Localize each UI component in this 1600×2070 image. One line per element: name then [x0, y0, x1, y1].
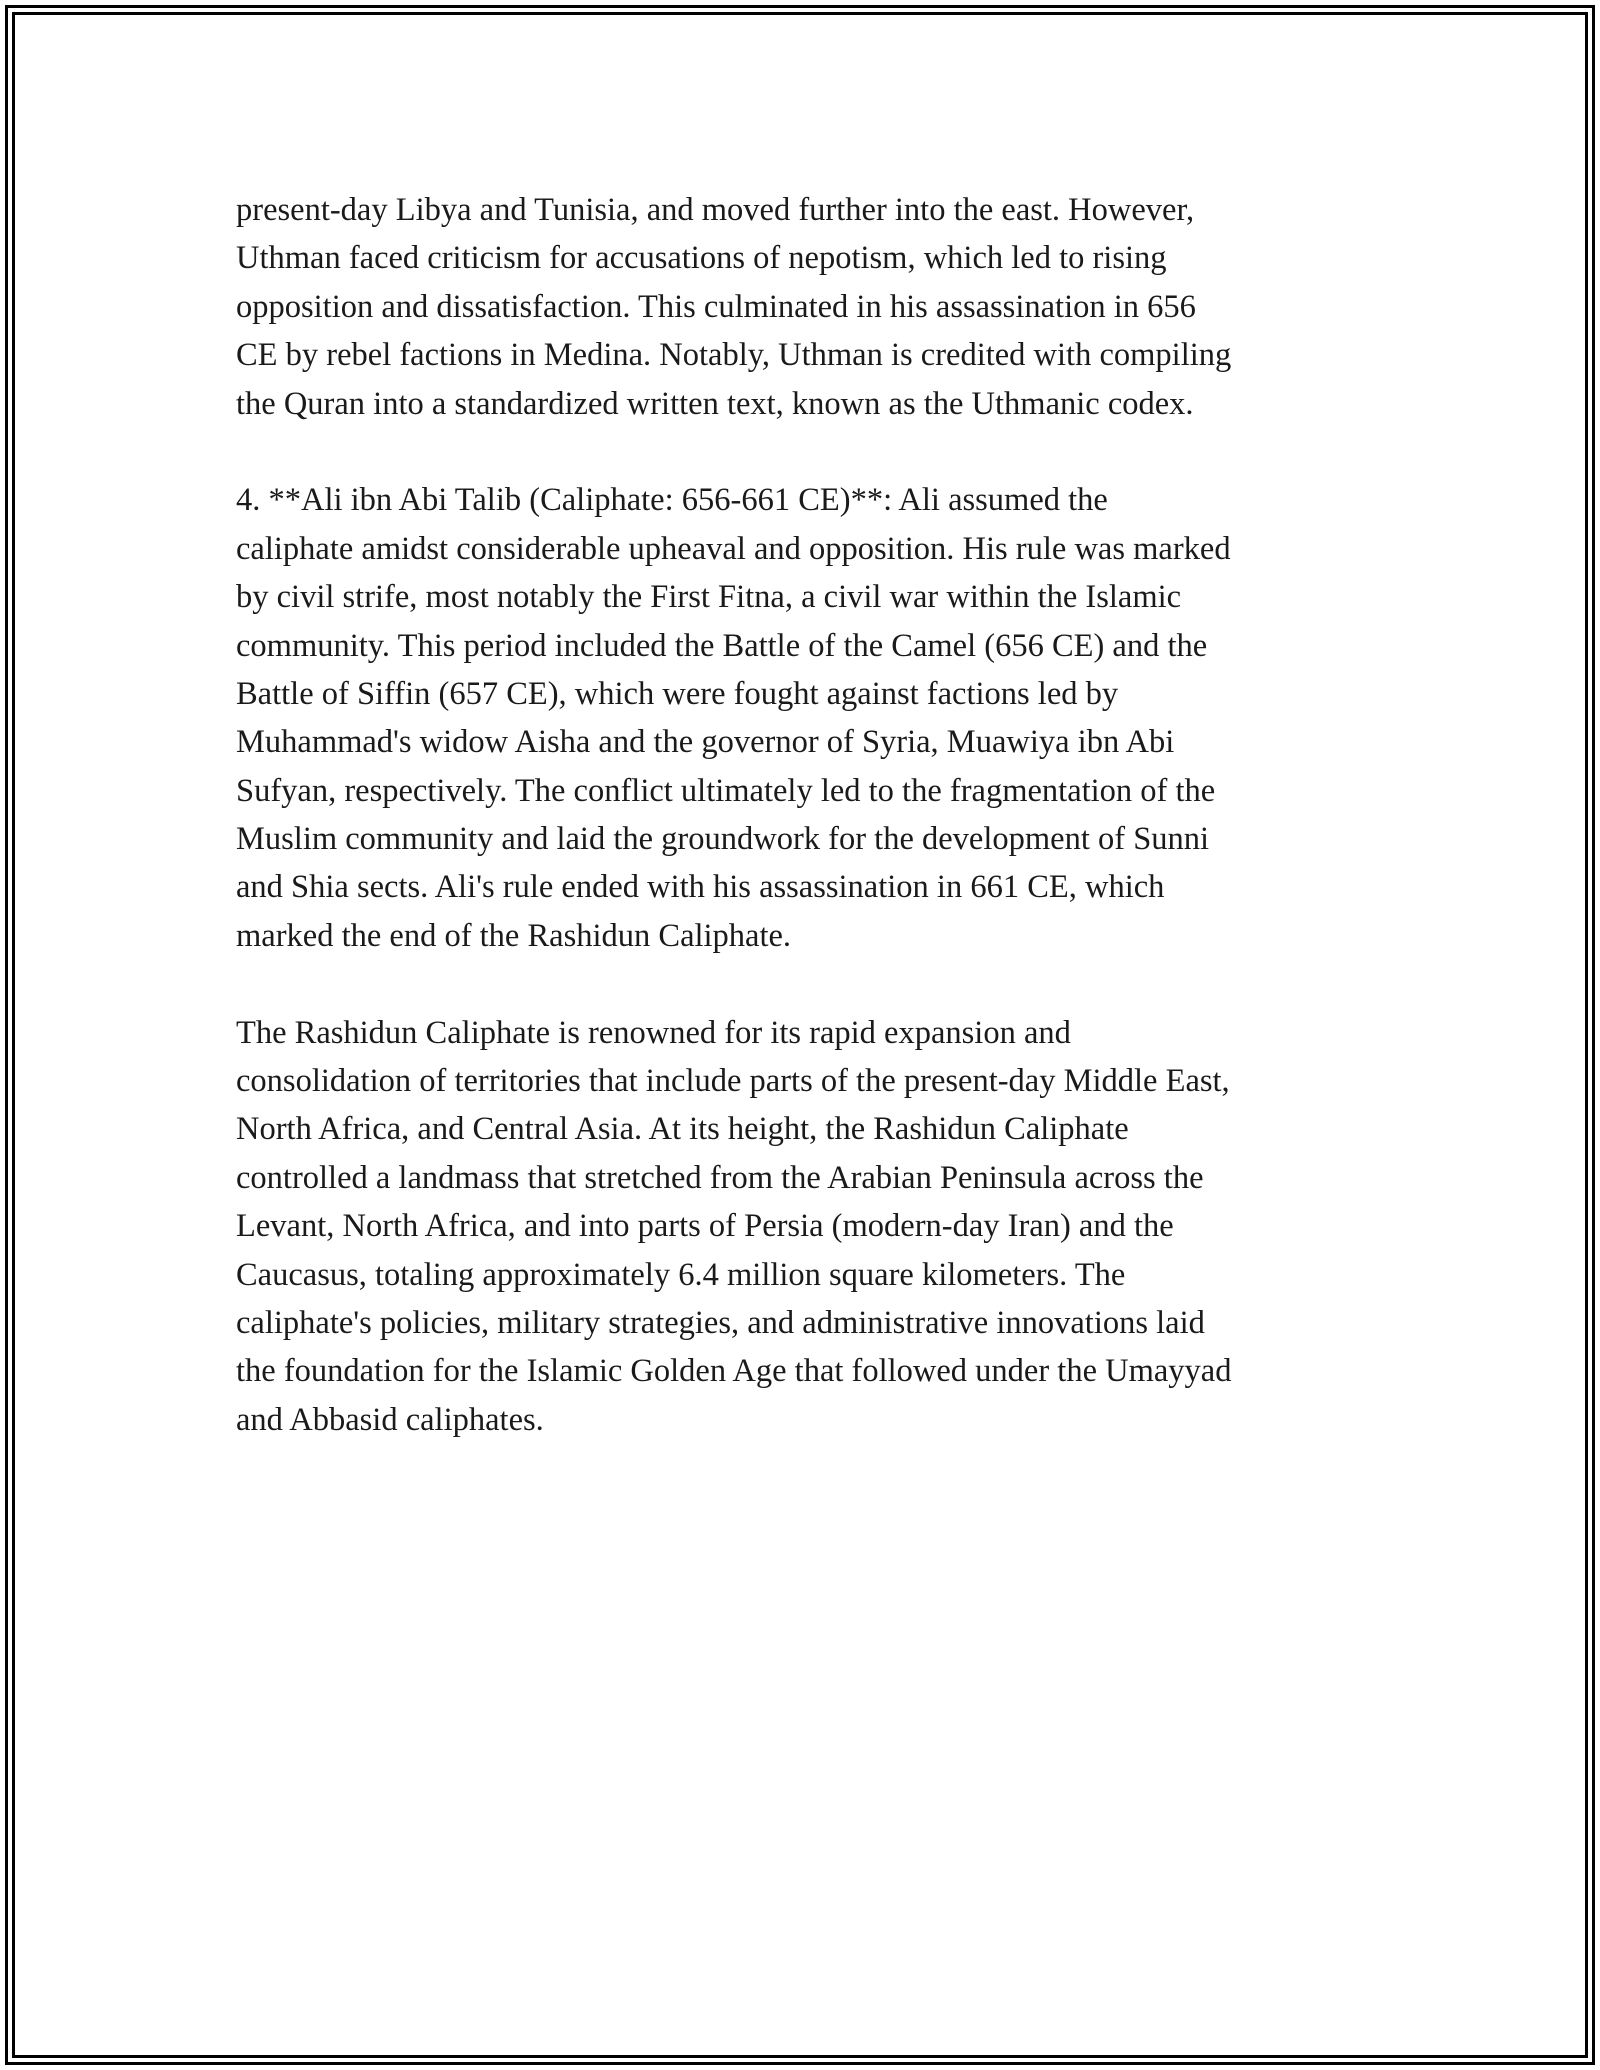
text-line: Caucasus, totaling approximately 6.4 million square kilometers. The — [236, 1256, 1126, 1293]
document-body — [236, 186, 1376, 1444]
text-line: Muslim community and laid the groundwork for the development of Sunni — [236, 821, 1210, 858]
text-line: and Shia sects. Ali's rule ended with his assassination in 661 CE, which — [236, 869, 1165, 906]
text-line: caliphate amidst considerable upheaval and opposition. His rule was marked — [236, 530, 1231, 567]
text-line: opposition and dissatisfaction. This culminated in his assassination in 656 — [236, 288, 1196, 325]
paragraph-spacer — [236, 960, 1376, 1008]
text-line: The Rashidun Caliphate is renowned for its rapid expansion and — [236, 1014, 1071, 1051]
text-line: North Africa, and Central Asia. At its height, the Rashidun Caliphate — [236, 1111, 1129, 1148]
text-line: by civil strife, most notably the First Fitna, a civil war within the Islamic — [236, 579, 1182, 616]
paragraph-uthman-continued — [236, 186, 1376, 428]
text-line: marked the end of the Rashidun Caliphate. — [236, 917, 792, 954]
text-line: Muhammad's widow Aisha and the governor of Syria, Muawiya ibn Abi — [236, 724, 1175, 761]
text-line: Battle of Siffin (657 CE), which were fought against factions led by — [236, 675, 1119, 712]
text-line: consolidation of territories that include parts of the present-day Middle East, — [236, 1063, 1230, 1100]
text-line: Uthman faced criticism for accusations of nepotism, which led to rising — [236, 240, 1167, 277]
text-line: present-day Libya and Tunisia, and moved further into the east. However, — [236, 192, 1195, 228]
text-line: Levant, North Africa, and into parts of Persia (modern-day Iran) and the — [236, 1208, 1174, 1245]
text-line: controlled a landmass that stretched from the Arabian Peninsula across the — [236, 1159, 1204, 1196]
text-line: and Abbasid caliphates. — [236, 1401, 544, 1438]
text-line: the foundation for the Islamic Golden Age that followed under the Umayyad — [236, 1353, 1232, 1390]
paragraph-rashidun-summary — [236, 1009, 1376, 1445]
text-line: 4. **Ali ibn Abi Talib (Caliphate: 656-661 CE)**: Ali assumed the — [236, 482, 1108, 519]
text-line: Sufyan, respectively. The conflict ultimately led to the fragmentation of the — [236, 772, 1216, 809]
paragraph-spacer — [236, 428, 1376, 476]
text-line: the Quran into a standardized written text, known as the Uthmanic codex. — [236, 385, 1194, 422]
text-line: CE by rebel factions in Medina. Notably, Uthman is credited with compiling — [236, 337, 1232, 374]
text-line: community. This period included the Battle of the Camel (656 CE) and the — [236, 627, 1208, 664]
paragraph-ali-ibn-abi-talib — [236, 476, 1376, 960]
text-line: caliphate's policies, military strategies, and administrative innovations laid — [236, 1304, 1205, 1341]
